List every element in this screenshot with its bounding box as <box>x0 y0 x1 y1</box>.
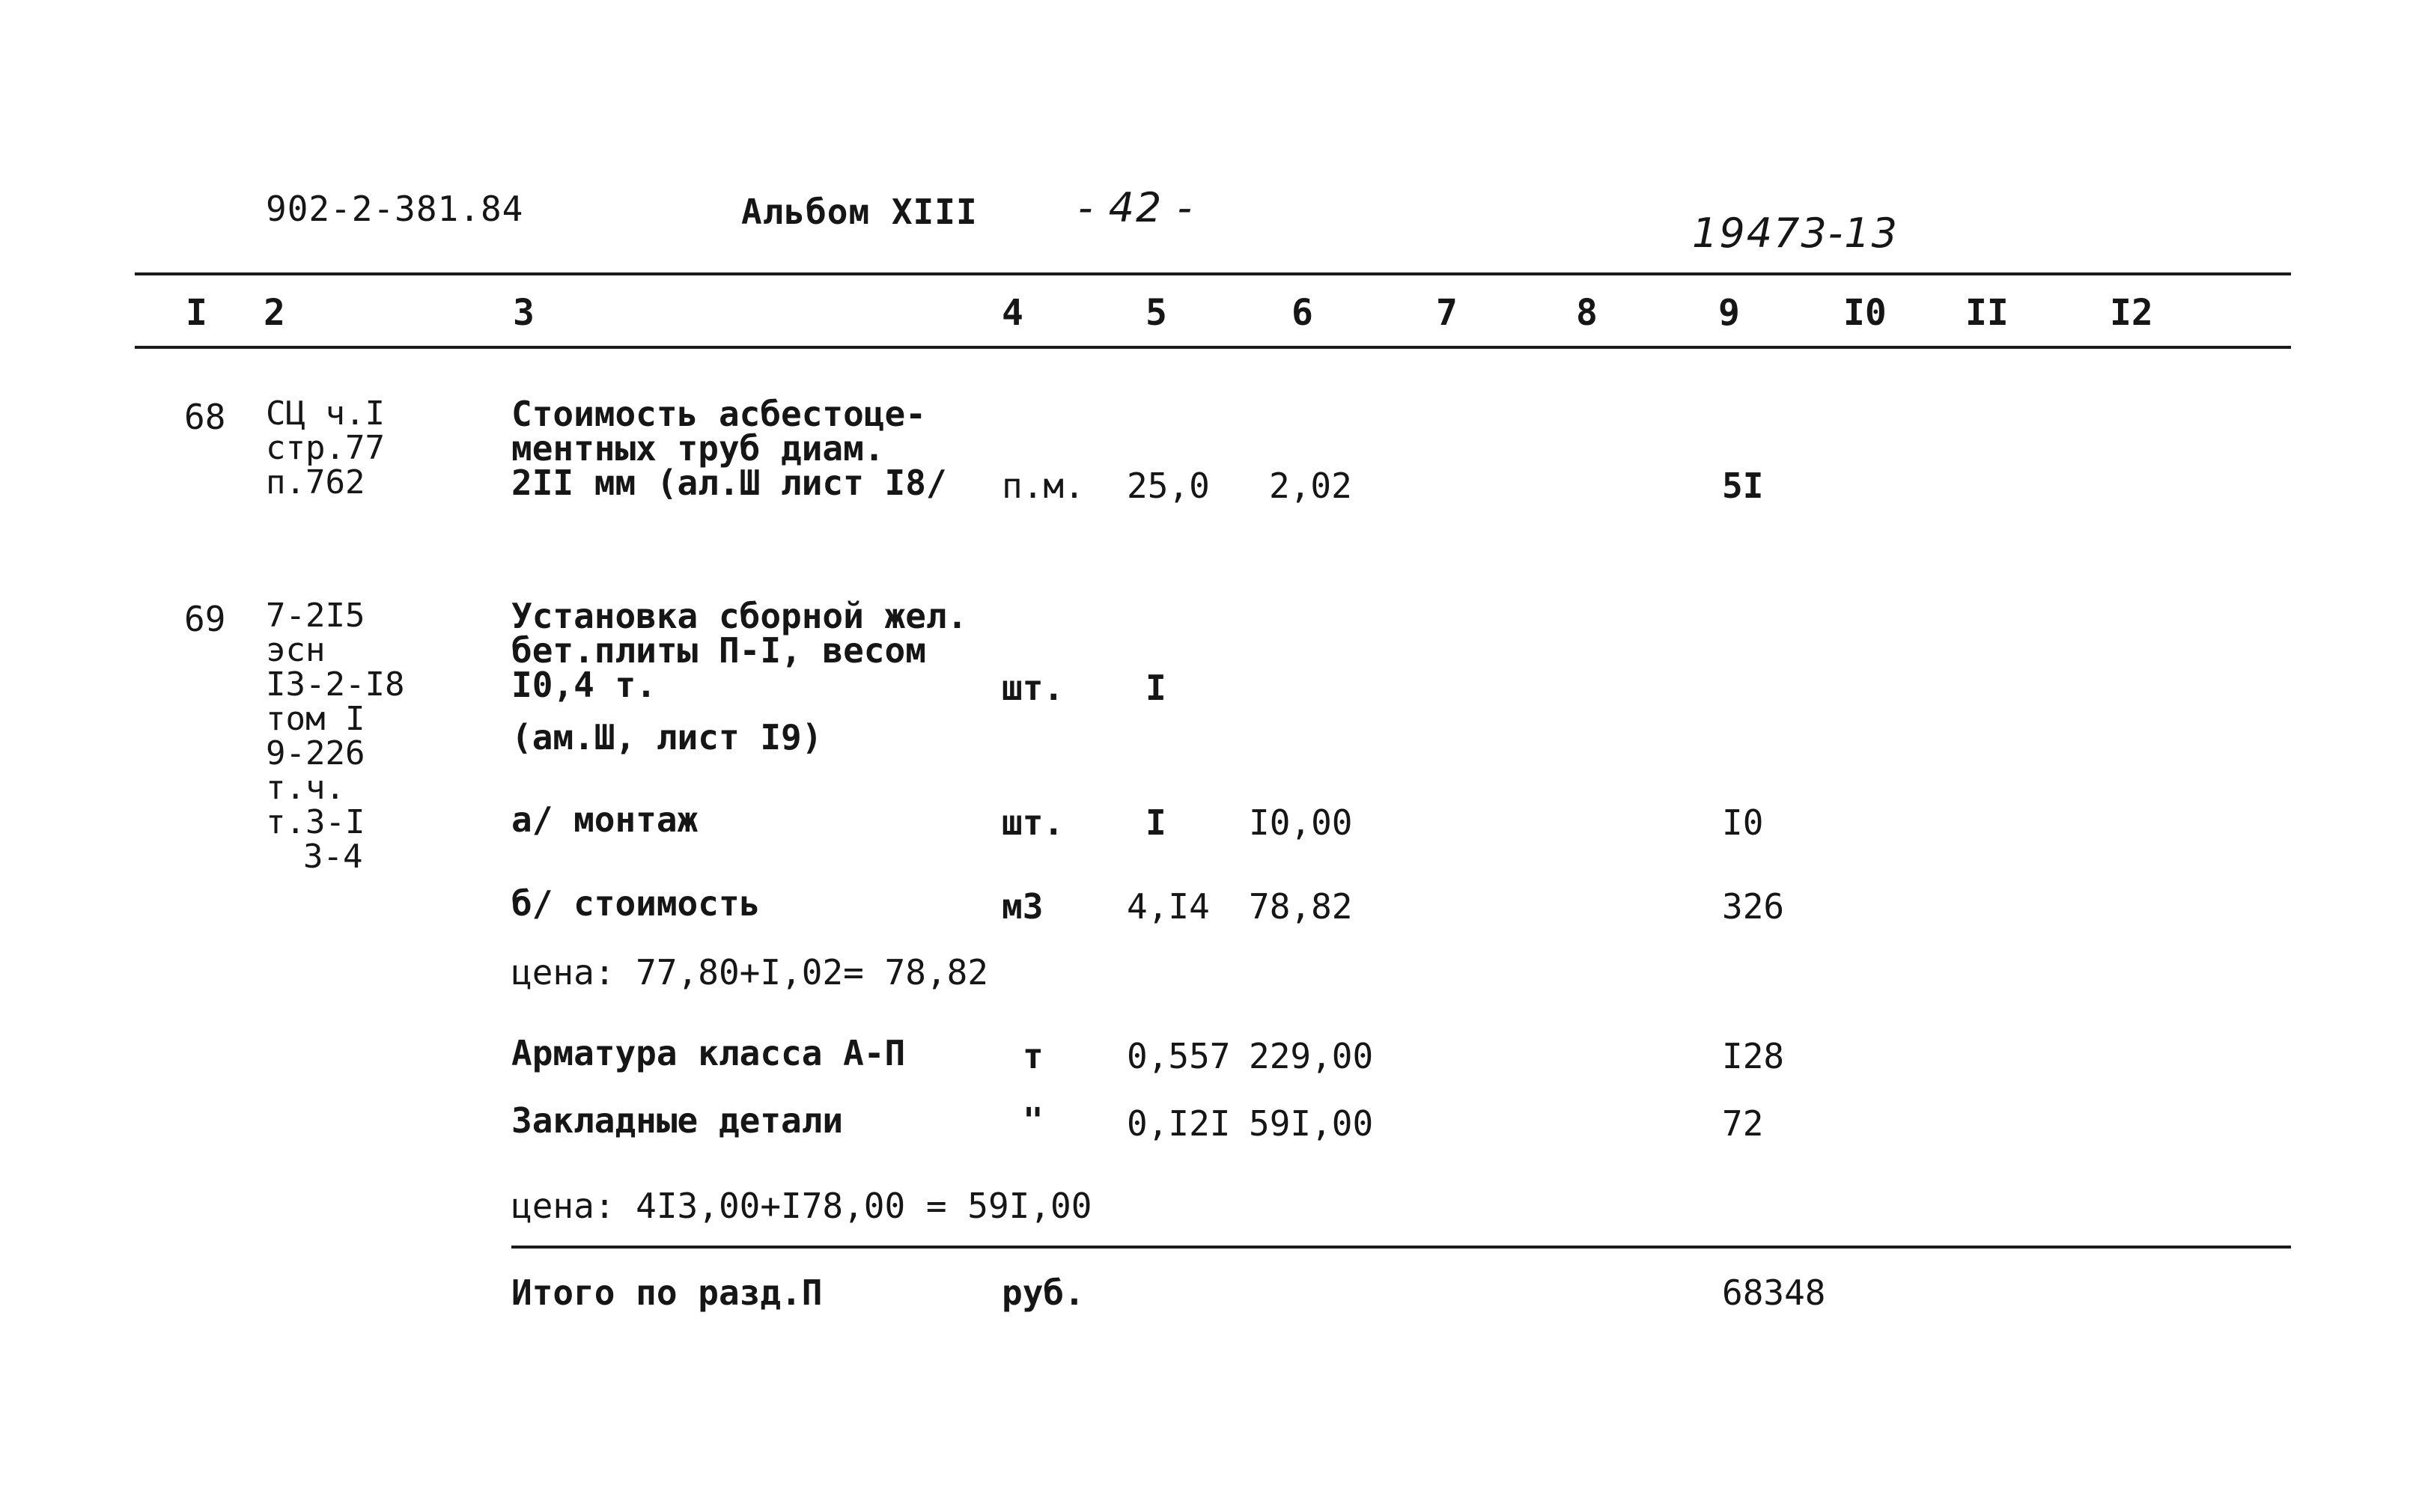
album-label: Альбом XIII <box>741 192 978 232</box>
item-69-embeds-price: 59I,00 <box>1249 1103 1374 1144</box>
document-code: 902-2-381.84 <box>266 189 524 229</box>
item-69-number: 69 <box>184 599 226 639</box>
col-8-header: 8 <box>1576 292 1598 334</box>
item-68-price: 2,02 <box>1269 466 1352 506</box>
item-69-sub-a-total: I0 <box>1722 802 1764 843</box>
item-69-desc-line-1: Установка сборной жел. <box>511 596 968 636</box>
archive-number: 19473-13 <box>1692 210 1899 257</box>
item-69-sub-b-unit: м3 <box>1002 886 1044 927</box>
item-68-unit: п.м. <box>1002 466 1085 506</box>
col-2-header: 2 <box>264 292 285 334</box>
item-69-ref-line-4: том I <box>266 700 365 738</box>
item-69-sub-b-total: 326 <box>1722 886 1785 927</box>
item-69-note: (ам.Ш, лист I9) <box>511 717 823 757</box>
item-69-ref-line-7: т.3-I <box>266 803 365 841</box>
item-69-rebar-label: Арматура класса А-П <box>511 1033 906 1073</box>
item-69-rebar-price: 229,00 <box>1249 1036 1374 1076</box>
total-rule <box>511 1246 2291 1249</box>
item-69-embeds-qty: 0,I2I <box>1127 1103 1231 1144</box>
item-68-number: 68 <box>184 397 226 437</box>
item-69-price-note: цена: 77,80+I,02= 78,82 <box>511 952 988 993</box>
page-number: - 42 - <box>1078 184 1194 231</box>
item-68-desc-line-1: Стоимость асбестоце- <box>511 394 926 434</box>
item-69-rebar-qty: 0,557 <box>1127 1036 1231 1076</box>
item-69-desc-line-2: бет.плиты П-I, весом <box>511 630 926 671</box>
col-5-header: 5 <box>1145 292 1167 334</box>
section-total-label: Итого по разд.П <box>511 1272 823 1313</box>
item-68-ref-line-1: СЦ ч.I <box>266 394 385 433</box>
item-69-price-note-2: цена: 4I3,00+I78,00 = 59I,00 <box>511 1186 1092 1226</box>
col-10-header: I0 <box>1843 292 1887 334</box>
item-69-ref-line-1: 7-2I5 <box>266 597 365 635</box>
item-69-sub-a-unit: шт. <box>1002 802 1065 843</box>
col-6-header: 6 <box>1291 292 1313 334</box>
item-68-ref-line-3: п.762 <box>266 463 365 502</box>
item-69-ref-line-5: 9-226 <box>266 734 365 772</box>
item-69-ref-line-2: эсн <box>266 631 326 669</box>
item-68-total: 5I <box>1722 466 1764 506</box>
item-68-qty: 25,0 <box>1127 466 1210 506</box>
item-69-sub-b-label: б/ стоимость <box>511 883 761 924</box>
col-9-header: 9 <box>1718 292 1740 334</box>
col-3-header: 3 <box>513 292 535 334</box>
item-69-sub-a-price: I0,00 <box>1249 802 1353 843</box>
item-68-desc-line-2: ментных труб диам. <box>511 428 885 469</box>
col-11-header: II <box>1965 292 2009 334</box>
top-rule <box>135 272 2291 275</box>
item-69-unit: шт. <box>1002 668 1065 708</box>
item-68-ref-line-2: стр.77 <box>266 429 385 467</box>
item-69-embeds-unit: " <box>1023 1100 1044 1141</box>
item-69-qty: I <box>1145 668 1166 708</box>
item-69-embeds-label: Закладные детали <box>511 1100 844 1141</box>
item-69-ref-line-8: 3-4 <box>303 838 363 876</box>
item-69-desc-line-3: I0,4 т. <box>511 665 657 705</box>
item-69-sub-a-label: а/ монтаж <box>511 799 699 840</box>
col-1-header: I <box>186 292 207 334</box>
item-69-rebar-unit: т <box>1023 1036 1044 1076</box>
item-69-rebar-total: I28 <box>1722 1036 1785 1076</box>
item-69-sub-b-qty: 4,I4 <box>1127 886 1210 927</box>
header-bottom-rule <box>135 346 2291 349</box>
col-4-header: 4 <box>1002 292 1023 334</box>
item-69-ref-line-6: т.ч. <box>266 769 345 807</box>
item-69-sub-a-qty: I <box>1145 802 1166 843</box>
item-69-sub-b-price: 78,82 <box>1249 886 1353 927</box>
col-12-header: I2 <box>2110 292 2153 334</box>
item-69-embeds-total: 72 <box>1722 1103 1764 1144</box>
section-total-value: 68348 <box>1722 1272 1826 1313</box>
col-7-header: 7 <box>1436 292 1458 334</box>
item-69-ref-line-3: I3-2-I8 <box>266 665 405 704</box>
item-68-desc-line-3: 2II мм (ал.Ш лист I8/ <box>511 463 947 503</box>
section-total-unit: руб. <box>1002 1272 1085 1313</box>
